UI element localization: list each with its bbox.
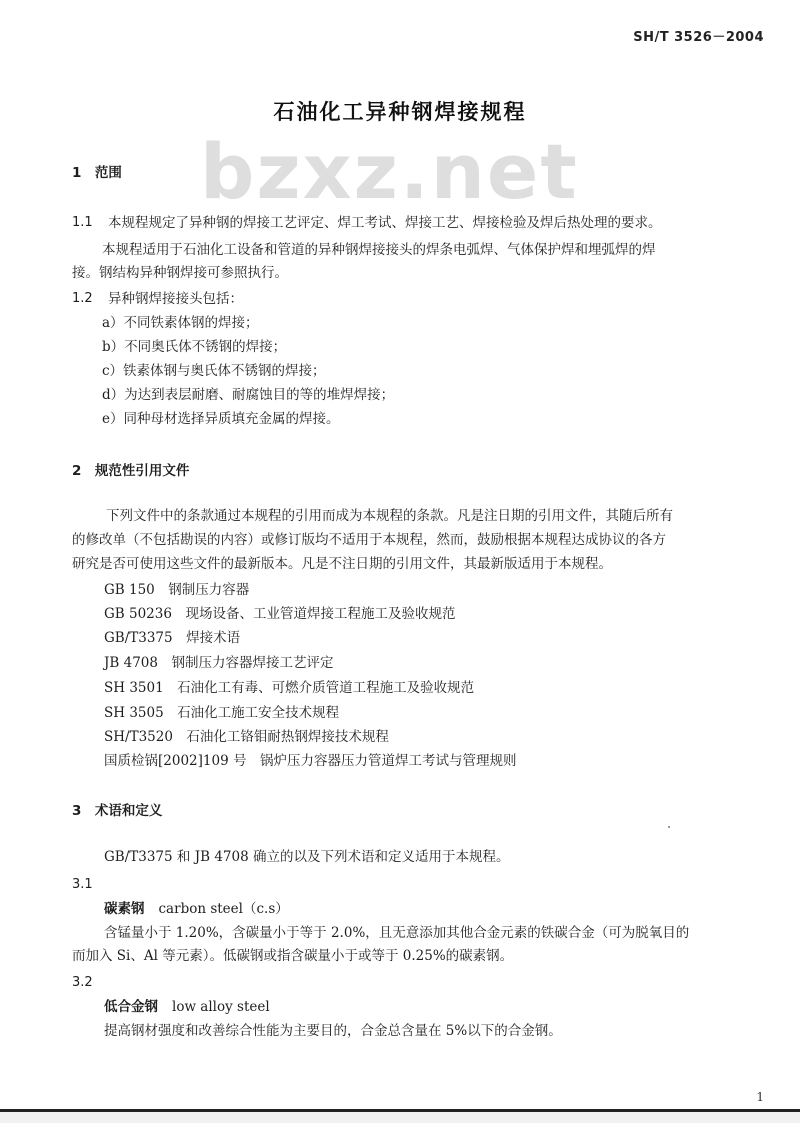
term-3-1-number: 3.1 — [72, 877, 93, 892]
reference-item: SH 3501 石油化工有毒、可燃介质管道工程施工及验收规范 — [104, 680, 475, 696]
term-3-1-definition-line-1: 含锰量小于 1.20%，含碳量小于等于 2.0%，且无意添加其他合金元素的铁碳合金（可为脱氧目的 — [104, 925, 690, 941]
list-item: d）为达到表层耐磨、耐腐蚀目的等的堆焊焊接； — [102, 387, 395, 403]
term-3-2-number: 3.2 — [72, 975, 93, 990]
term-3-1-heading — [104, 900, 289, 918]
clause-1-2-text: 异种钢焊接接头包括： — [108, 291, 243, 307]
reference-item: GB 150 钢制压力容器 — [104, 582, 250, 598]
reference-item: SH/T3520 石油化工铬钼耐热钢焊接技术规程 — [104, 729, 389, 745]
list-item: c）铁素体钢与奥氏体不锈钢的焊接； — [102, 363, 326, 379]
scan-speck — [668, 826, 670, 828]
section-3-heading: 3 术语和定义 — [72, 803, 163, 819]
clause-1-1-line-3: 接。钢结构异种钢焊接可参照执行。 — [72, 265, 288, 281]
list-item: a）不同铁素体钢的焊接； — [102, 315, 259, 331]
section-3-intro: GB/T3375 和 JB 4708 确立的以及下列术语和定义适用于本规程。 — [104, 849, 510, 865]
reference-item: 国质检锅[2002]109 号 锅炉压力容器压力管道焊工考试与管理规则 — [104, 753, 517, 769]
reference-item: SH 3505 石油化工施工安全技术规程 — [104, 705, 340, 721]
term-3-2-definition-line-1: 提高钢材强度和改善综合性能为主要目的，合金总含量在 5%以下的合金钢。 — [104, 1023, 562, 1039]
document-title: 石油化工异种钢焊接规程 — [273, 100, 527, 124]
section-2-para-line-2: 的修改单（不包括勘误的内容）或修订版均不适用于本规程，然而，鼓励根据本规程达成协议的各方 — [72, 532, 666, 548]
term-3-1-definition-line-2: 而加入 Si、Al 等元素）。低碳钢或指含碳量小于或等于 0.25%的碳素钢。 — [72, 948, 514, 964]
section-2-para-line-3: 研究是否可使用这些文件的最新版本。凡是不注日期的引用文件，其最新版适用于本规程。 — [72, 556, 612, 572]
section-2-heading: 2 规范性引用文件 — [72, 463, 190, 479]
term-3-1-english: carbon steel（c.s） — [158, 901, 289, 917]
page-number: 1 — [756, 1090, 764, 1104]
section-2-para-line-1: 下列文件中的条款通过本规程的引用而成为本规程的条款。凡是注日期的引用文件，其随后所有 — [106, 508, 673, 524]
standard-code: SH/T 3526－2004 — [633, 30, 764, 45]
term-3-2-english: low alloy steel — [172, 999, 270, 1015]
clause-1-2-number: 1.2 — [72, 291, 93, 306]
list-item: b）不同奥氏体不锈钢的焊接； — [102, 339, 287, 355]
reference-item: GB/T3375 焊接术语 — [104, 630, 241, 646]
watermark: bzxz.net — [200, 127, 579, 216]
footer-band — [0, 1112, 800, 1123]
section-1-heading: 1 范围 — [72, 165, 122, 181]
list-item: e）同种母材选择异质填充金属的焊接。 — [102, 411, 340, 427]
reference-item: GB 50236 现场设备、工业管道焊接工程施工及验收规范 — [104, 606, 456, 622]
reference-item: JB 4708 钢制压力容器焊接工艺评定 — [104, 655, 334, 671]
term-3-2-term: 低合金钢 — [104, 999, 158, 1015]
clause-1-1-line-1: 本规程规定了异种钢的焊接工艺评定、焊工考试、焊接工艺、焊接检验及焊后热处理的要求。 — [108, 215, 662, 231]
term-3-2-heading — [104, 998, 270, 1016]
clause-1-1-line-2: 本规程适用于石油化工设备和管道的异种钢焊接接头的焊条电弧焊、气体保护焊和埋弧焊的焊 — [102, 242, 656, 258]
term-3-1-term: 碳素钢 — [104, 901, 145, 917]
clause-1-1-number: 1.1 — [72, 215, 93, 230]
